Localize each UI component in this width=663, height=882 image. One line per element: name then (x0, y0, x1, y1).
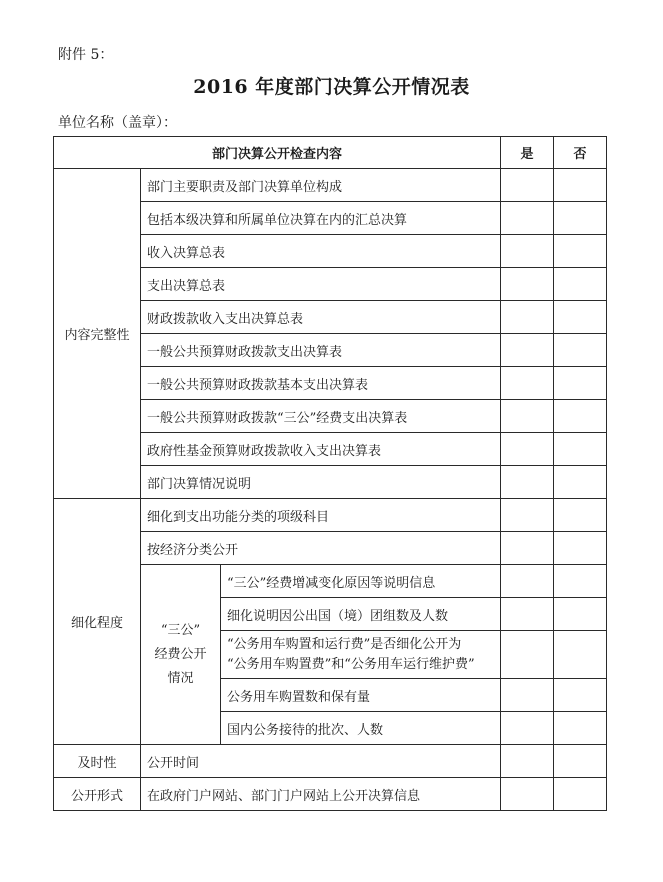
yes-cell[interactable] (501, 778, 554, 811)
item-line: “公务用车购置和运行费”是否细化公开为 (227, 636, 462, 652)
no-cell[interactable] (554, 367, 607, 400)
yes-cell[interactable] (501, 169, 554, 202)
no-cell[interactable] (554, 169, 607, 202)
yes-cell[interactable] (501, 202, 554, 235)
table-row (54, 169, 607, 202)
item-cell: 包括本级决算和所属单位决算在内的汇总决算 (141, 202, 501, 235)
no-cell[interactable] (554, 565, 607, 598)
header-no: 否 (554, 137, 607, 169)
yes-cell[interactable] (501, 367, 554, 400)
item-cell: 一般公共预算财政拨款“三公”经费支出决算表 (141, 400, 501, 433)
no-cell[interactable] (554, 778, 607, 811)
category-completeness: 内容完整性 (54, 169, 141, 499)
item-cell (221, 631, 501, 679)
item-line: “公务用车购置费”和“公务用车运行维护费” (227, 656, 475, 672)
no-cell[interactable] (554, 712, 607, 745)
no-cell[interactable] (554, 532, 607, 565)
no-cell[interactable] (554, 235, 607, 268)
subcategory-line: 经费公开 (154, 646, 207, 662)
yes-cell[interactable] (501, 466, 554, 499)
attachment-label: 附件 5： (58, 47, 114, 63)
header-content: 部门决算公开检查内容 (54, 137, 501, 169)
table-header-row (54, 137, 607, 169)
no-cell[interactable] (554, 499, 607, 532)
item-cell: 一般公共预算财政拨款支出决算表 (141, 334, 501, 367)
item-cell: 政府性基金预算财政拨款收入支出决算表 (141, 433, 501, 466)
item-cell: 部门决算情况说明 (141, 466, 501, 499)
item-cell: 部门主要职责及部门决算单位构成 (141, 169, 501, 202)
unit-name-label: 单位名称（盖章）： (58, 115, 177, 131)
category-timeliness: 及时性 (54, 745, 141, 778)
yes-cell[interactable] (501, 712, 554, 745)
yes-cell[interactable] (501, 301, 554, 334)
table-row (54, 778, 607, 811)
item-cell: 支出决算总表 (141, 268, 501, 301)
no-cell[interactable] (554, 598, 607, 631)
no-cell[interactable] (554, 268, 607, 301)
yes-cell[interactable] (501, 745, 554, 778)
yes-cell[interactable] (501, 499, 554, 532)
item-cell: 公开时间 (141, 745, 501, 778)
yes-cell[interactable] (501, 235, 554, 268)
item-cell: 细化说明因公出国（境）团组数及人数 (221, 598, 501, 631)
yes-cell[interactable] (501, 268, 554, 301)
yes-cell[interactable] (501, 433, 554, 466)
table-row (54, 745, 607, 778)
check-table (53, 136, 607, 811)
no-cell[interactable] (554, 679, 607, 712)
item-cell: 财政拨款收入支出决算总表 (141, 301, 501, 334)
header-yes: 是 (501, 137, 554, 169)
yes-cell[interactable] (501, 679, 554, 712)
no-cell[interactable] (554, 334, 607, 367)
no-cell[interactable] (554, 202, 607, 235)
item-cell: 国内公务接待的批次、人数 (221, 712, 501, 745)
no-cell[interactable] (554, 745, 607, 778)
yes-cell[interactable] (501, 631, 554, 679)
category-form: 公开形式 (54, 778, 141, 811)
page-title: 2016 年度部门决算公开情况表 (193, 76, 470, 98)
no-cell[interactable] (554, 400, 607, 433)
yes-cell[interactable] (501, 400, 554, 433)
no-cell[interactable] (554, 301, 607, 334)
subcategory-line: “三公” (160, 622, 201, 638)
item-cell: “三公”经费增减变化原因等说明信息 (221, 565, 501, 598)
item-cell: 公务用车购置数和保有量 (221, 679, 501, 712)
yes-cell[interactable] (501, 532, 554, 565)
yes-cell[interactable] (501, 565, 554, 598)
no-cell[interactable] (554, 631, 607, 679)
subcategory-three-public (141, 565, 221, 745)
yes-cell[interactable] (501, 598, 554, 631)
item-cell: 在政府门户网站、部门门户网站上公开决算信息 (141, 778, 501, 811)
table-row (54, 499, 607, 532)
item-cell: 细化到支出功能分类的项级科目 (141, 499, 501, 532)
item-cell: 收入决算总表 (141, 235, 501, 268)
yes-cell[interactable] (501, 334, 554, 367)
subcategory-line: 情况 (167, 670, 194, 686)
item-cell: 一般公共预算财政拨款基本支出决算表 (141, 367, 501, 400)
item-cell: 按经济分类公开 (141, 532, 501, 565)
category-detail: 细化程度 (54, 499, 141, 745)
no-cell[interactable] (554, 433, 607, 466)
no-cell[interactable] (554, 466, 607, 499)
